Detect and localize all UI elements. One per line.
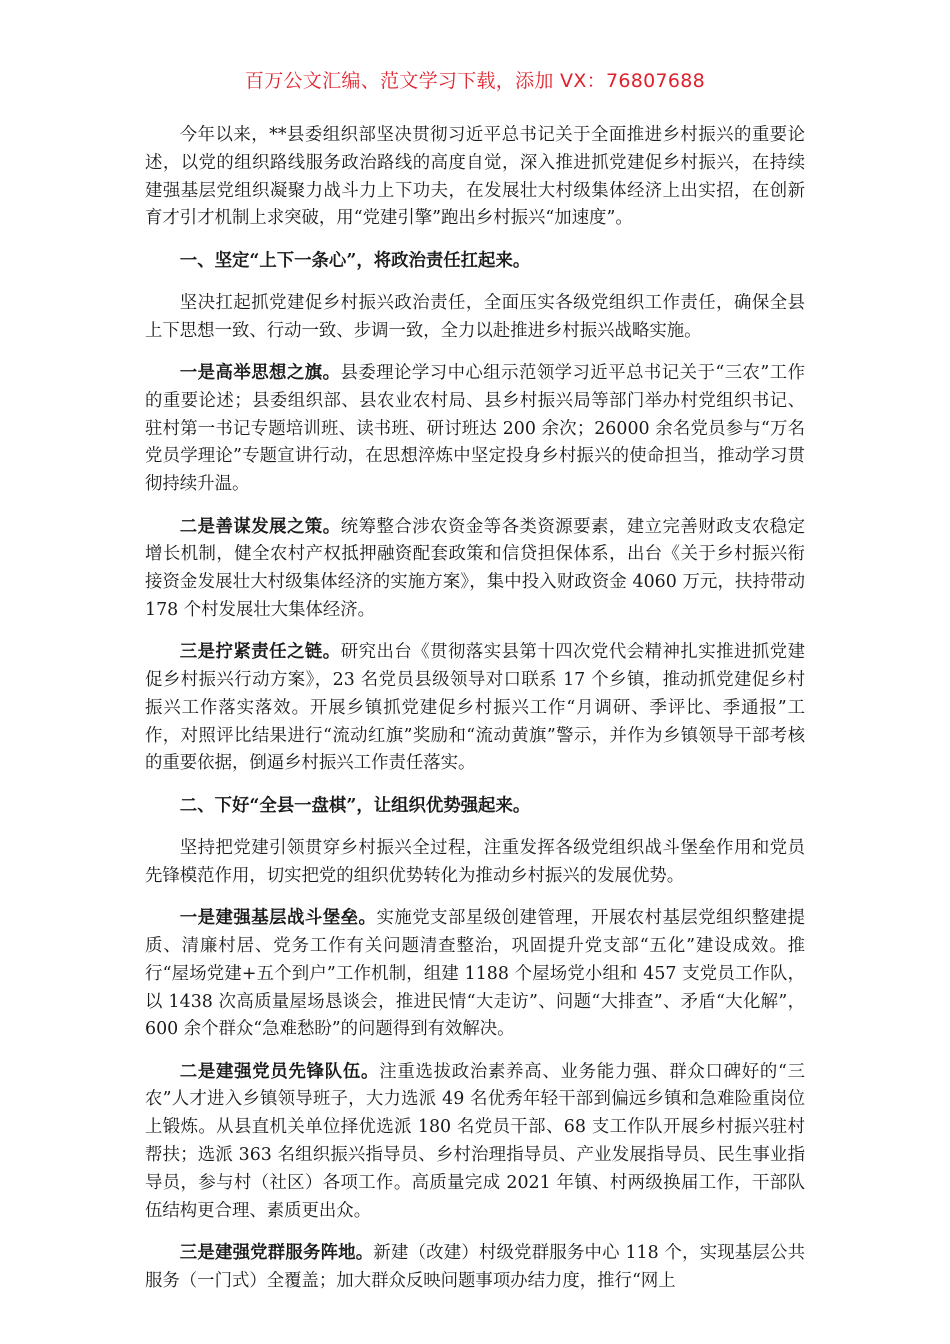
section-2-summary: 坚持把党建引领贯穿乡村振兴全过程，注重发挥各级党组织战斗堡垒作用和党员先锋模范作用，切实把党的组织优势转化为推动乡村振兴的发展优势。 bbox=[145, 838, 805, 886]
section-heading-2: 二、下好“全县一盘棋”，让组织优势强起来。 bbox=[179, 795, 531, 816]
document-body bbox=[145, 122, 805, 1310]
section-1-point-1: 一是高举思想之旗。县委理论学习中心组示范领学习近平总书记关于“三农”工作的重要论述；县委组织部、县农业农村局、县乡村振兴局等部门举办村党组织书记、驻村第一书记专题培训班、读书班、研讨班达 200 余次；26000 余名党员参与“万名党员学理论”专题宣讲行动，在思想淬炼中坚定投身乡村振兴的使命担当，推动学习贯彻持续升温。 bbox=[145, 363, 805, 495]
point-lead: 二是建强党员先锋队伍。 bbox=[179, 1061, 380, 1082]
section-2-point-3: 三是建强党群服务阵地。新建（改建）村级党群服务中心 118 个，实现基层公共服务（一门式）全覆盖；加大群众反映问题事项办结力度，推行“网上 bbox=[145, 1242, 805, 1291]
section-2-point-1: 一是建强基层战斗堡垒。实施党支部星级创建管理，开展农村基层党组织整建提质、清廉村居、党务工作有关问题清查整治，巩固提升党支部“五化”建设成效。推行“屋场党建+五个到户”工作机制，组建 1188 个屋场党小组和 457 支党员工作队，以 1438 次高质量屋场恳谈会，推进民情“大走访”、问题“大排查”、矛盾“大化解”，600 余个群众“急难愁盼”的问题得到有效解决。 bbox=[145, 908, 805, 1040]
intro-paragraph: 今年以来，**县委组织部坚决贯彻习近平总书记关于全面推进乡村振兴的重要论述，以党的组织路线服务政治路线的高度自觉，深入推进抓党建促乡村振兴，在持续建强基层党组织凝聚力战斗力上下功夫，在发展壮大村级集体经济上出实招，在创新育才引才机制上求突破，用“党建引擎”跑出乡村振兴“加速度”。 bbox=[145, 125, 805, 229]
section-1-point-2: 二是善谋发展之策。统筹整合涉农资金等各类资源要素，建立完善财政支农稳定增长机制，健全农村产权抵押融资配套政策和信贷担保体系，出台《关于乡村振兴衔接资金发展壮大村级集体经济的实施方案》，集中投入财政资金 4060 万元，扶持带动 178 个村发展壮大集体经济。 bbox=[145, 516, 805, 620]
section-1-summary: 坚决扛起抓党建促乡村振兴政治责任，全面压实各级党组织工作责任，确保全县上下思想一致、行动一致、步调一致，全力以赴推进乡村振兴战略实施。 bbox=[145, 292, 805, 341]
point-lead: 三是拧紧责任之链。 bbox=[179, 642, 341, 663]
promo-banner: 百万公文汇编、范文学习下载，添加 VX：76807688 bbox=[244, 70, 706, 92]
section-heading-1: 一、坚定“上下一条心”，将政治责任扛起来。 bbox=[179, 250, 531, 271]
section-2-point-2: 二是建强党员先锋队伍。注重选拔政治素养高、业务能力强、群众口碑好的“三农”人才进入乡镇领导班子，大力选派 49 名优秀年轻干部到偏远乡镇和急难险重岗位上锻炼。从县直机关单位择优选派 180 名党员干部、68 支工作队开展乡村振兴驻村帮扶；选派 363 名组织振兴指导员、乡村治理指导员、产业发展指导员、民生事业指导员，参与村（社区）各项工作。高质量完成 2021 年镇、村两级换届工作，干部队伍结构更合理、素质更出众。 bbox=[145, 1061, 805, 1221]
point-lead: 三是建强党群服务阵地。 bbox=[179, 1242, 374, 1263]
section-1-point-3: 三是拧紧责任之链。研究出台《贯彻落实县第十四次党代会精神扎实推进抓党建促乡村振兴行动方案》，23 名党员县级领导对口联系 17 个乡镇，推动抓党建促乡村振兴工作落实落效。开展乡镇抓党建促乡村振兴工作“月调研、季评比、季通报”工作，对照评比结果进行“流动红旗”奖励和“流动黄旗”警示，并作为乡镇领导干部考核的重要依据，倒逼乡村振兴工作责任落实。 bbox=[145, 642, 805, 774]
point-lead: 二是善谋发展之策。 bbox=[179, 516, 341, 537]
point-lead: 一是建强基层战斗堡垒。 bbox=[179, 908, 377, 929]
point-lead: 一是高举思想之旗。 bbox=[179, 363, 341, 384]
